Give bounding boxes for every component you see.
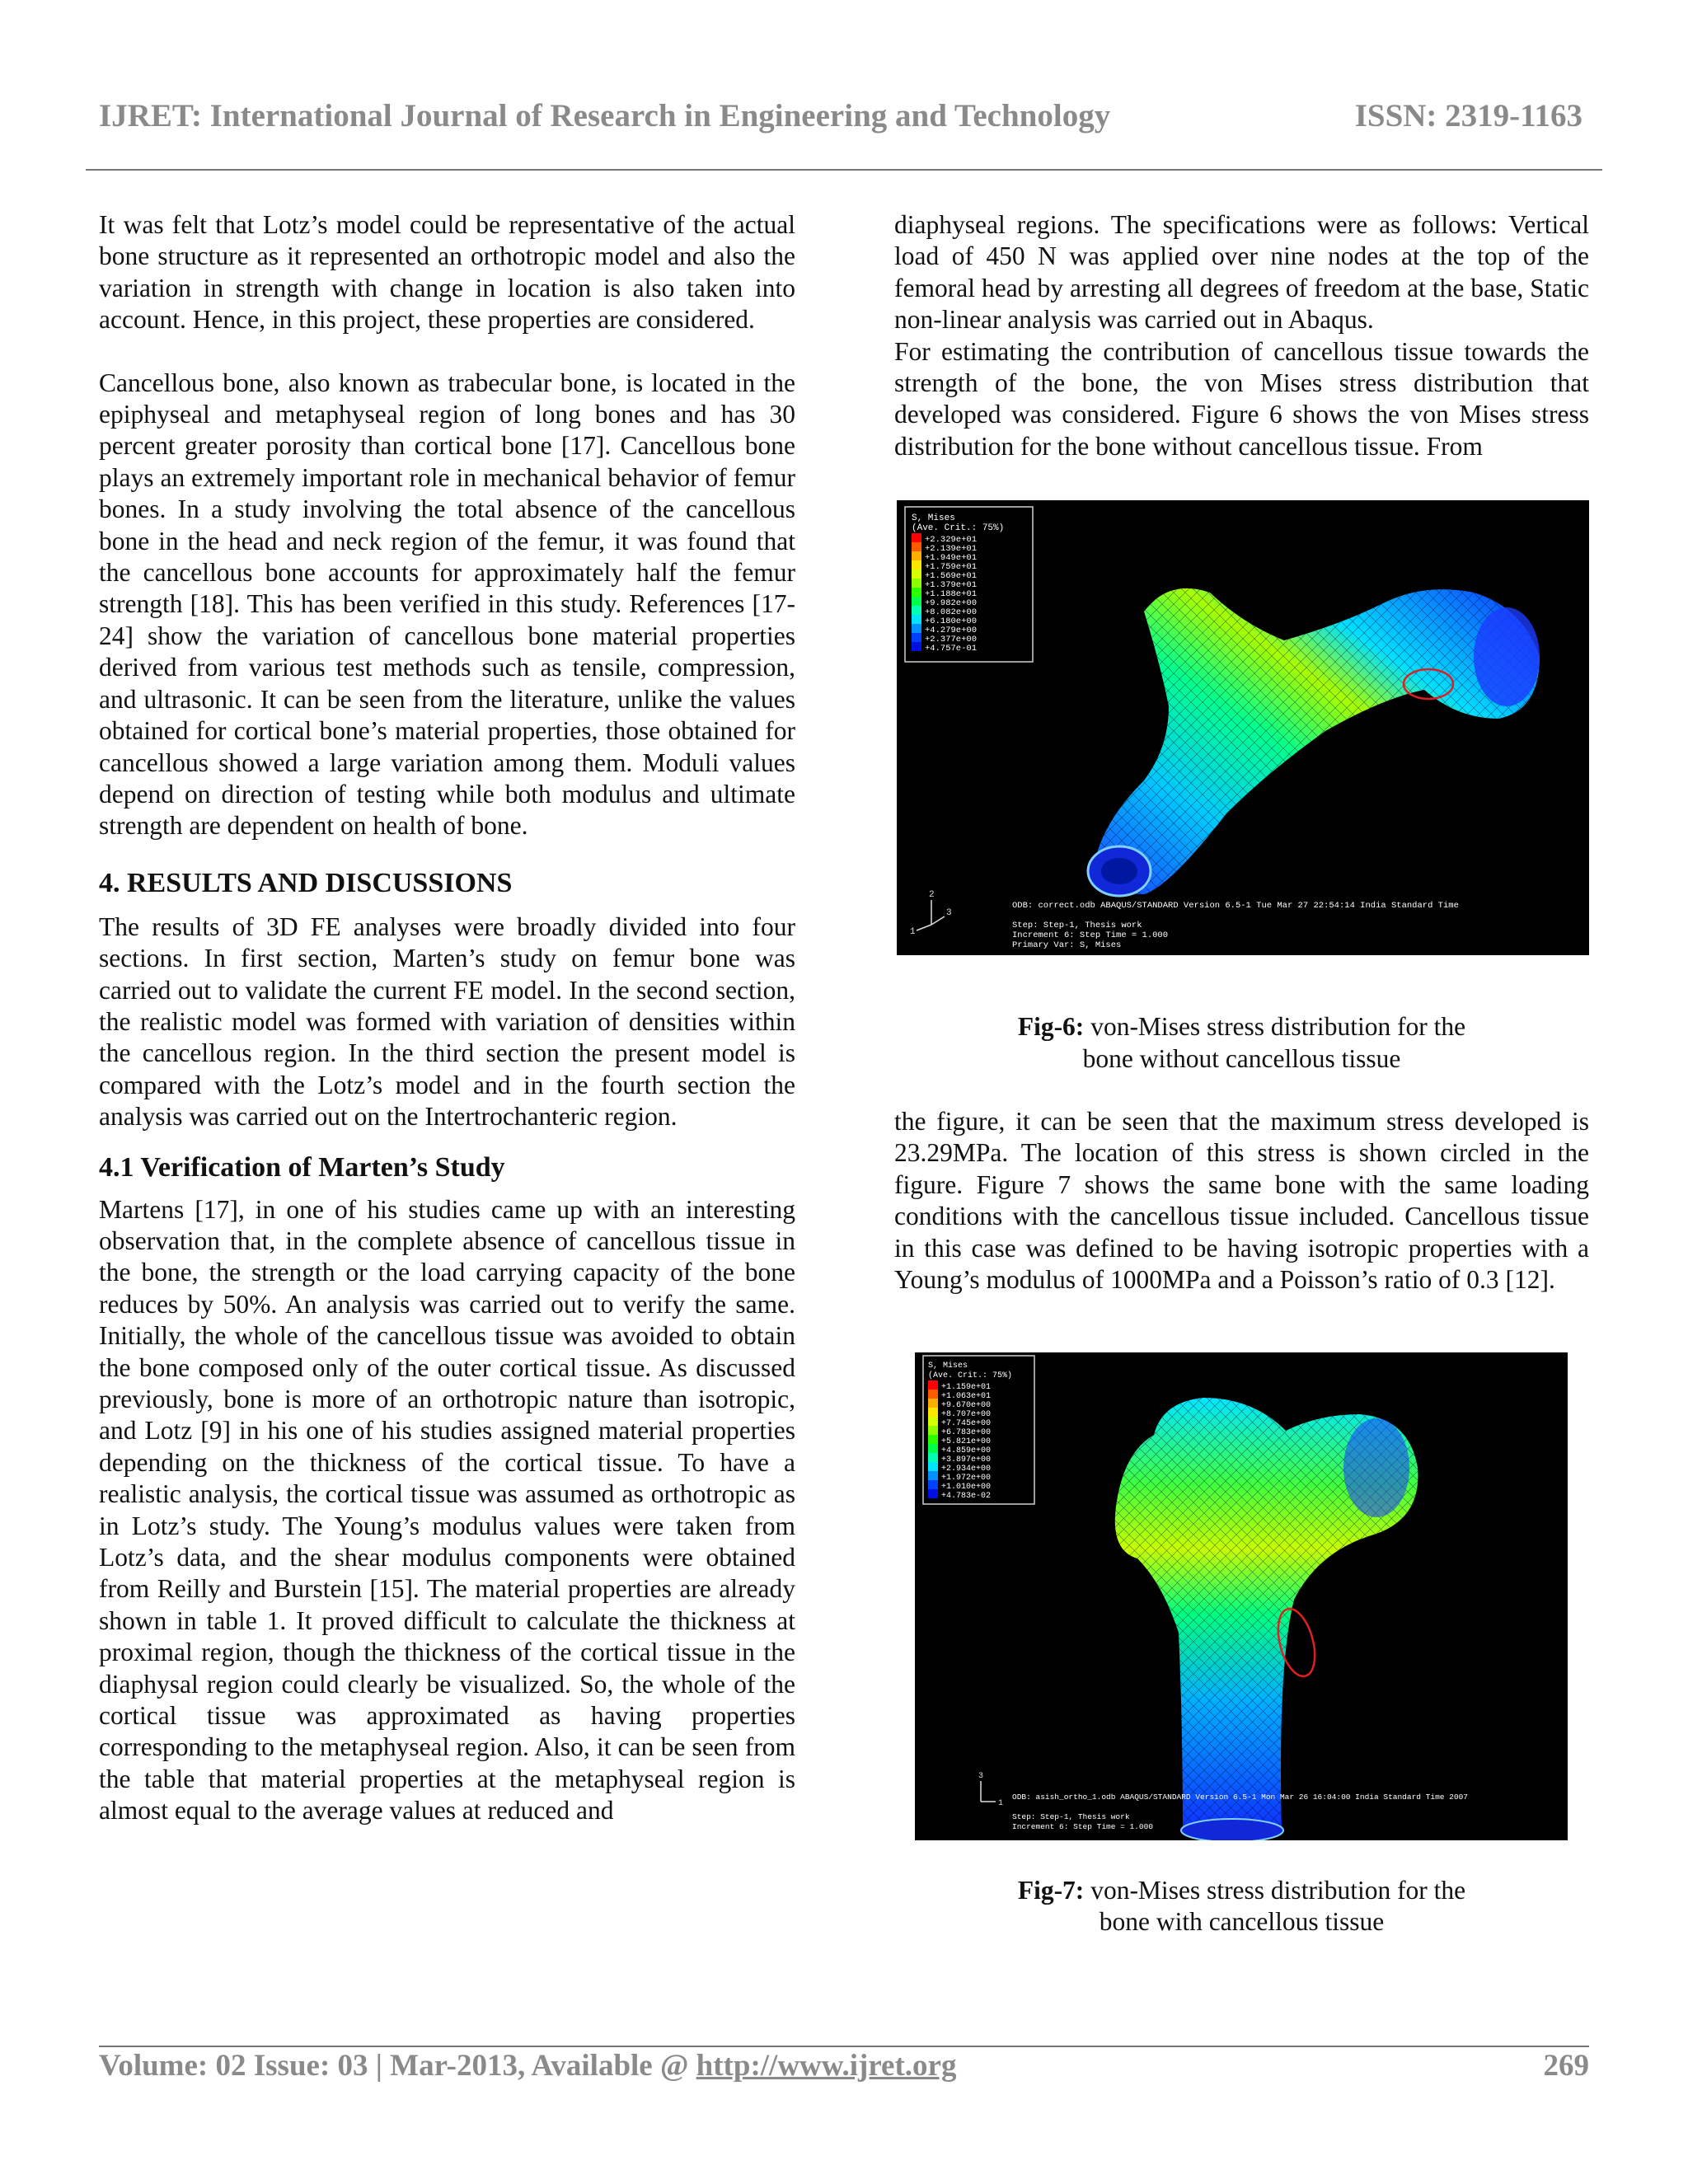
legend-swatch (928, 1489, 938, 1498)
axis-label-3: 3 (978, 1771, 984, 1781)
odb-line: ODB: correct.odb ABAQUS/STANDARD Version 6.5-1 Tue Mar 27 22:54:14 India Standard Time (1012, 901, 1459, 912)
axis-label-2: 2 (929, 890, 935, 901)
legend-swatch (912, 633, 921, 642)
axis-label-1: 1 (910, 927, 916, 938)
legend-value: +4.757e-01 (925, 644, 978, 654)
paragraph: the figure, it can be seen that the maximum stress developed is 23.29MPa. The location of this stress is shown circled in the figure. Figure 7 shows the same bone with the same loading conditions with the cancellous tissue included. Cancellous tissue in this case was defined to be having isotropic properties with a Young’s modulus of 1000MPa and a Poisson’s ratio of 0.3 [12]. (894, 1107, 1589, 1295)
legend-swatch (912, 588, 921, 597)
step-line: Step: Step-1, Thesis work (1012, 921, 1142, 931)
caption-text: von-Mises stress distribution for the (1090, 1875, 1466, 1905)
legend-swatch (928, 1471, 938, 1480)
subsection-heading: 4.1 Verification of Marten’s Study (99, 1151, 505, 1183)
legend-swatch (928, 1462, 938, 1471)
legend-value: +2.377e+00 (925, 635, 978, 645)
left-column (99, 209, 795, 1827)
paragraph: It was felt that Lotz’s model could be representative of the actual bone structure as it represented an orthotropic model and also the variation in strength with change in location is also taken into account. Hence, in this project, these properties are considered. (99, 210, 795, 335)
legend-value: +7.745e+00 (941, 1418, 992, 1428)
stress-legend (905, 507, 1033, 662)
legend-value: +6.783e+00 (941, 1427, 992, 1437)
legend-value: +6.180e+00 (925, 616, 978, 627)
legend-swatch (928, 1380, 938, 1390)
page-number: 269 (1543, 2049, 1589, 2083)
footer-volume (99, 2048, 956, 2083)
legend-value: +1.159e+01 (941, 1382, 992, 1392)
figure-6-caption (894, 1011, 1589, 1075)
increment-line: Increment 6: Step Time = 1.000 (1012, 930, 1169, 941)
paragraph: The results of 3D FE analyses were broadly divided into four sections. In first section, Marten’s study on femur bone was carried out to validate the current FE model. In the second section, the realistic model was formed with variation of densities within the cancellous region. In the third section the present model is compared with the Lotz’s model and in the fourth section the analysis was carried out on the Intertrochanteric region. (99, 912, 795, 1132)
axis-label-3: 3 (946, 908, 952, 919)
legend-swatch (928, 1408, 938, 1417)
paragraph: For estimating the contribution of cancellous tissue towards the strength of the bone, the von Mises stress distribution that developed was considered. Figure 6 shows the von Mises stress distribution for the bone without cancellous tissue. From (894, 336, 1589, 461)
page-header (99, 97, 1582, 143)
paragraph: Cancellous bone, also known as trabecular bone, is located in the epiphyseal and metaphyseal region of long bones and has 30 percent greater porosity than cortical bone [17]. Cancellous bone plays an extremely important role in mechanical behavior of femur bones. In a study involving the total absence of the cancellous bone in the head and neck region of the femur, it was found that the cancellous bone accounts for approximately half the femur strength [18]. This has been verified in this study. References [17-24] show the variation of cancellous bone material properties derived from various test methods such as tensile, compression, and ultrasonic. It can be seen from the literature, unlike the values obtained for cortical bone’s material properties, those obtained for cancellous showed a large variation among them. Moduli values depend on direction of testing while both modulus and ultimate strength are dependent on health of bone. (99, 368, 795, 841)
legend-value: +3.897e+00 (941, 1455, 992, 1465)
legend-swatch (928, 1390, 938, 1399)
legend-value: +9.982e+00 (925, 598, 978, 609)
fig7-fea-render (915, 1352, 1568, 1840)
axis-label-1: 1 (998, 1798, 1004, 1808)
issn: ISSN: 2319-1163 (1354, 98, 1582, 134)
caption-label: Fig-7: (1017, 1875, 1085, 1905)
legend-value: +2.139e+01 (925, 544, 978, 555)
legend-swatch (912, 560, 921, 569)
legend-value: +1.063e+01 (941, 1391, 992, 1401)
stress-legend (923, 1356, 1034, 1504)
legend-swatch (912, 615, 921, 624)
legend-swatch (928, 1399, 938, 1408)
legend-swatch (912, 597, 921, 606)
legend-swatch (928, 1444, 938, 1453)
legend-swatch (912, 533, 921, 542)
legend-swatch (912, 542, 921, 551)
legend-swatch (912, 579, 921, 588)
legend-swatch (912, 551, 921, 560)
figure-7-caption (894, 1875, 1589, 1938)
legend-swatch (912, 642, 921, 651)
footer-rule (99, 2046, 1589, 2047)
legend-value: +5.821e+00 (941, 1436, 992, 1446)
legend-value: +4.859e+00 (941, 1446, 992, 1455)
axis-triad (917, 900, 945, 930)
legend-value: +4.279e+00 (925, 626, 978, 636)
odb-line: ODB: asish_ortho_1.odb ABAQUS/STANDARD Version 6.5-1 Mon Mar 26 16:04:00 India Standard Time 2007 (1012, 1792, 1468, 1802)
caption-text: bone without cancellous tissue (1082, 1043, 1401, 1073)
primary-var-line: Primary Var: S, Mises (1012, 940, 1122, 951)
legend-swatch (928, 1453, 938, 1462)
caption-text: bone with cancellous tissue (1099, 1906, 1385, 1936)
legend-swatch (928, 1417, 938, 1426)
caption-label: Fig-6: (1017, 1012, 1085, 1042)
femur-model-6 (1088, 588, 1540, 896)
axis-triad (981, 1781, 996, 1802)
volume-text: Volume: 02 Issue: 03 | Mar-2013, Available @ (99, 2049, 696, 2083)
increment-line: Increment 6: Step Time = 1.000 (1012, 1821, 1154, 1831)
legend-swatch (928, 1426, 938, 1435)
paragraph: Martens [17], in one of his studies came up with an interesting observation that, in the complete absence of cancellous tissue in the bone, the strength or the load carrying capacity of the bone reduces by 50%. An analysis was carried out to verify the same. Initially, the whole of the cancellous tissue was avoided to obtain the bone composed only of the outer cortical tissue. As discussed previously, bone is more of an orthotropic nature than isotropic, and Lotz [9] in his one of his studies assigned material properties depending on the thickness of the cortical tissue. To have a realistic analysis, the cortical tissue was assumed as orthotropic as in Lotz’s study. The Young’s modulus values were taken from Lotz’s data, and the shear modulus components were obtained from Reilly and Burstein [15]. The material properties are already shown in table 1. It proved difficult to calculate the thickness at proximal region, though the thickness of the cortical tissue in the diaphysal region could clearly be visualized. So, the whole of the cortical tissue was approximated as having properties corresponding to the metaphyseal region. Also, it can be seen from the table that material properties at the metaphyseal region is almost equal to the average values at reduced and (99, 1194, 795, 1825)
legend-value: +4.783e-02 (941, 1491, 992, 1501)
femur-model-7 (1115, 1398, 1418, 1840)
legend-value: +2.329e+01 (925, 535, 978, 546)
legend-subtitle: (Ave. Crit.: 75%) (928, 1371, 1013, 1380)
legend-value: +2.934e+00 (941, 1464, 992, 1474)
section-heading: 4. RESULTS AND DISCUSSIONS (99, 867, 513, 898)
legend-value: +1.188e+01 (925, 589, 978, 600)
page-footer (99, 2048, 1589, 2089)
header-rule (86, 169, 1602, 171)
legend-value: +1.949e+01 (925, 553, 978, 564)
fig6-fea-render (897, 500, 1589, 955)
legend-subtitle: (Ave. Crit.: 75%) (912, 523, 1005, 534)
journal-title: IJRET: International Journal of Research in Engineering and Technology (99, 98, 1111, 134)
legend-value: +1.972e+00 (941, 1473, 992, 1483)
legend-swatch (928, 1435, 938, 1444)
caption-text: von-Mises stress distribution for the (1090, 1012, 1466, 1042)
step-line: Step: Step-1, Thesis work (1012, 1811, 1130, 1821)
legend-swatch (912, 606, 921, 615)
legend-value: +8.707e+00 (941, 1409, 992, 1419)
paragraph: diaphyseal regions. The specifications were as follows: Vertical load of 450 N was applied over nine nodes at the top of the femoral head by arresting all degrees of freedom at the base, Static non-linear analysis was carried out in Abaqus. (894, 210, 1589, 335)
legend-value: +9.670e+00 (941, 1400, 992, 1410)
legend-value: +1.379e+01 (925, 580, 978, 591)
right-column (894, 209, 1589, 1938)
journal-link[interactable]: http://www.ijret.org (696, 2049, 957, 2083)
figure-7 (915, 1352, 1568, 1840)
legend-title: S, Mises (912, 513, 955, 524)
legend-swatch (928, 1480, 938, 1489)
legend-title: S, Mises (928, 1361, 968, 1371)
legend-swatch (912, 569, 921, 579)
legend-value: +8.082e+00 (925, 607, 978, 618)
legend-swatch (912, 624, 921, 633)
figure-6 (897, 500, 1589, 955)
legend-value: +1.569e+01 (925, 571, 978, 582)
legend-value: +1.759e+01 (925, 562, 978, 573)
legend-value: +1.010e+00 (941, 1482, 992, 1492)
